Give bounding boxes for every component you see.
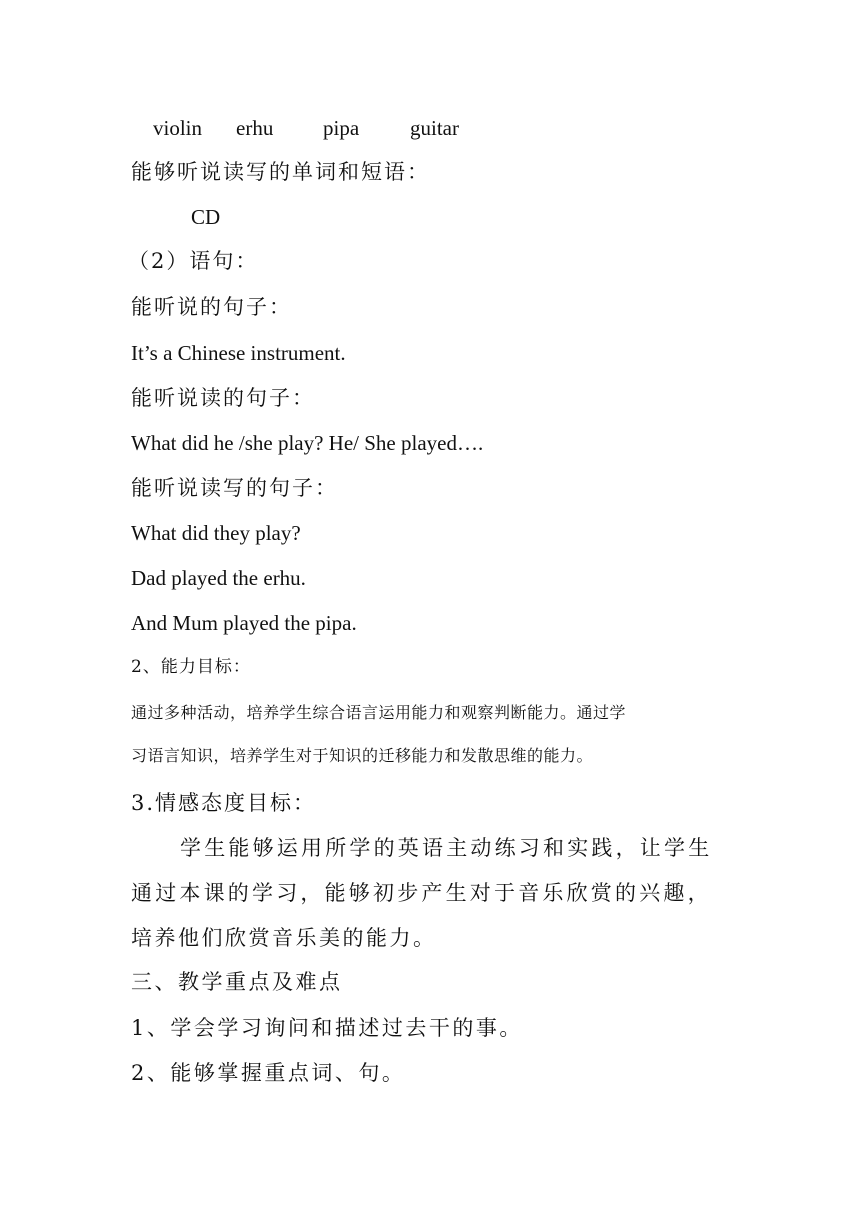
listen-speak-heading: 能听说的句子：: [131, 295, 292, 319]
words-heading: 能够听说读写的单词和短语：: [131, 160, 430, 184]
key-point-item: 2、能够掌握重点词、句。: [131, 1061, 406, 1085]
key-point-item: 1、学会学习询问和描述过去干的事。: [131, 1016, 523, 1040]
lsrw-sentence: And Mum played the pipa.: [131, 611, 357, 635]
sentences-heading: （2）语句：: [128, 249, 259, 273]
listen-speak-read-sentence: What did he /she play? He/ She played….: [131, 431, 484, 455]
emotion-text: 培养他们欣赏音乐美的能力。: [131, 926, 437, 950]
key-points-heading: 三、教学重点及难点: [131, 970, 343, 994]
emotion-heading: 3.情感态度目标：: [131, 791, 317, 815]
emotion-text: 学生能够运用所学的英语主动练习和实践，让学生: [180, 836, 713, 860]
vocab-word: violin: [153, 116, 203, 140]
lsrw-sentence: What did they play?: [131, 521, 301, 545]
vocab-word: pipa: [323, 116, 360, 140]
vocab-word: erhu: [236, 116, 274, 140]
vocab-word: guitar: [410, 116, 459, 140]
listen-speak-sentence: It’s a Chinese instrument.: [131, 341, 346, 365]
vocab-row: [131, 118, 531, 140]
emotion-text: 通过本课的学习，能够初步产生对于音乐欣赏的兴趣，: [131, 881, 712, 905]
ability-text: 通过多种活动，培养学生综合语言运用能力和观察判断能力。通过学: [131, 703, 627, 722]
listen-speak-read-heading: 能听说读的句子：: [131, 386, 315, 410]
ability-text: 习语言知识，培养学生对于知识的迁移能力和发散思维的能力。: [131, 746, 594, 765]
ability-heading: 2、能力目标：: [131, 657, 251, 677]
lsrw-sentence: Dad played the erhu.: [131, 566, 306, 590]
words-item: CD: [191, 205, 221, 229]
lsrw-heading: 能听说读写的句子：: [131, 476, 338, 500]
